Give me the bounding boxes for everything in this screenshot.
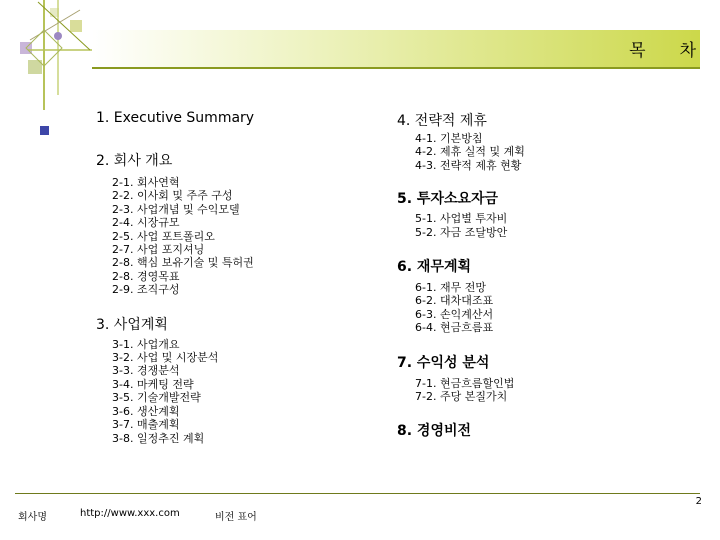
list-item: 4-2. 제휴 실적 및 계획 [415,145,525,159]
list-item: 2-5. 사업 포트폴리오 [112,229,215,243]
list-item: 3-7. 매출계획 [112,418,180,432]
section-8-heading: 8. 경영비전 [397,423,472,440]
list-item: 6-2. 대차대조표 [415,294,494,308]
bullet-square [40,126,49,135]
section-7-list [415,377,697,404]
list-item: 2-8. 핵심 보유기술 및 특허권 [112,256,254,270]
list-item: 5-1. 사업별 투자비 [415,212,508,226]
section-5-heading: 5. 투자소요자금 [397,191,499,208]
list-item: 2-8. 경영목표 [112,269,180,283]
toc-left-column [96,108,386,445]
title-char-1: 목 [629,41,648,61]
list-item: 3-4. 마케팅 전략 [112,377,194,391]
list-item: 4-3. 전략적 제휴 현황 [415,158,522,172]
section-5-list [415,212,697,239]
list-item: 7-2. 주당 본질가치 [415,390,508,404]
list-item: 6-4. 현금흐름표 [415,321,494,335]
section-2-list [112,176,386,297]
section-2-heading: 2. 회사 개요 [96,153,173,169]
deco-diagonal-line [38,2,90,50]
footer-rule [15,493,700,494]
footer-slogan: 비전 표어 [215,512,257,523]
title-char-2: 차 [679,41,698,61]
section-3-list [112,338,386,445]
toc-right-column [397,108,697,440]
list-item: 2-9. 조직구성 [112,283,180,297]
list-item: 3-2. 사업 및 시장분석 [112,351,219,365]
list-item: 6-1. 재무 전망 [415,281,486,295]
section-6-list [415,281,697,335]
section-7-heading: 7. 수익성 분석 [397,354,490,371]
list-item: 2-7. 사업 포지셔닝 [112,243,205,257]
list-item: 2-1. 회사연혁 [112,176,180,189]
list-item: 2-3. 사업개념 및 수익모델 [112,202,240,216]
page-title [629,36,698,61]
list-item: 7-1. 현금흐름할인법 [415,376,515,390]
section-6-heading: 6. 재무계획 [397,259,472,276]
page-number: 2 [695,496,702,507]
list-item: 6-3. 손익계산서 [415,307,494,321]
section-4-heading: 4. 전략적 제휴 [397,113,487,129]
list-item: 2-2. 이사회 및 주주 구성 [112,189,233,203]
header-bar [92,30,700,68]
section-4-list [415,132,697,172]
footer-url: http://www.xxx.com [80,508,180,519]
footer-company-name: 회사명 [18,512,47,523]
list-item: 3-8. 일정추진 계획 [112,431,205,445]
section-3-heading: 3. 사업계획 [96,316,168,333]
deco-square-light [70,20,82,32]
list-item: 5-2. 자금 조달방안 [415,225,508,239]
section-1-heading: 1. Executive Summary [96,110,255,126]
list-item: 3-3. 경쟁분석 [112,364,180,378]
list-item: 3-6. 생산계획 [112,404,180,418]
header-rule [92,67,700,69]
list-item: 4-1. 기본방침 [415,132,483,145]
list-item: 3-1. 사업개요 [112,337,180,351]
list-item: 2-4. 시장규모 [112,216,180,230]
deco-dot [54,32,62,40]
list-item: 3-5. 기술개발전략 [112,391,201,405]
